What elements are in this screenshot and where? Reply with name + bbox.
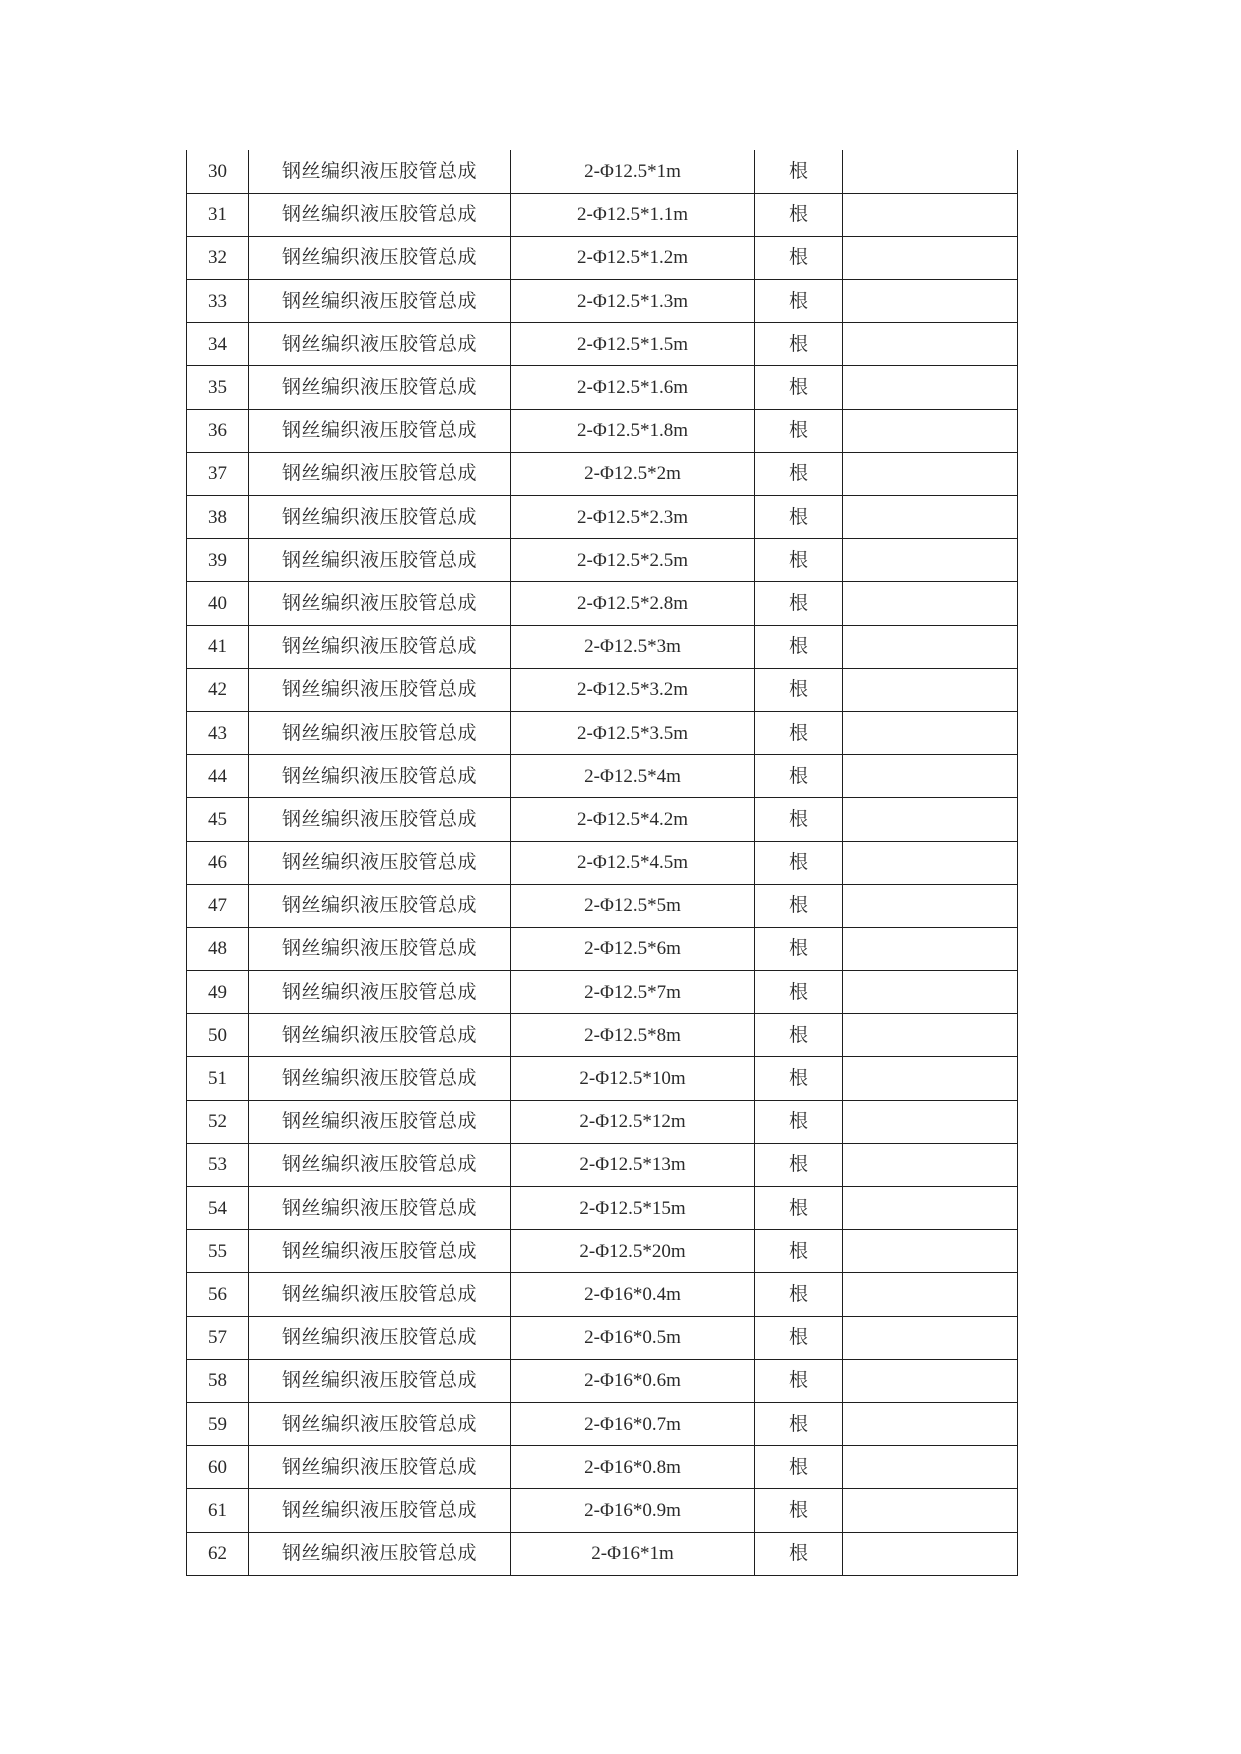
unit-cell: 根 (755, 150, 843, 193)
product-name-cell: 钢丝编织液压胶管总成 (249, 711, 511, 754)
unit-cell: 根 (755, 1532, 843, 1575)
table-row (187, 841, 1018, 884)
specification-cell: 2-Φ12.5*15m (511, 1187, 755, 1230)
table-row (187, 798, 1018, 841)
unit-cell: 根 (755, 927, 843, 970)
table-row (187, 625, 1018, 668)
product-name-cell: 钢丝编织液压胶管总成 (249, 150, 511, 193)
unit-cell: 根 (755, 582, 843, 625)
row-number-cell: 44 (187, 755, 249, 798)
remarks-cell (843, 1057, 1018, 1100)
specification-cell: 2-Φ12.5*7m (511, 971, 755, 1014)
unit-cell: 根 (755, 841, 843, 884)
row-number-cell: 43 (187, 711, 249, 754)
specification-cell: 2-Φ12.5*2.8m (511, 582, 755, 625)
table-row (187, 1187, 1018, 1230)
specification-cell: 2-Φ12.5*2.5m (511, 539, 755, 582)
remarks-cell (843, 927, 1018, 970)
unit-cell: 根 (755, 1143, 843, 1186)
table-row (187, 236, 1018, 279)
product-name-cell: 钢丝编织液压胶管总成 (249, 625, 511, 668)
remarks-cell (843, 323, 1018, 366)
table-row (187, 452, 1018, 495)
remarks-cell (843, 1014, 1018, 1057)
unit-cell: 根 (755, 409, 843, 452)
specification-cell: 2-Φ12.5*4.2m (511, 798, 755, 841)
specification-cell: 2-Φ16*0.4m (511, 1273, 755, 1316)
product-name-cell: 钢丝编织液压胶管总成 (249, 452, 511, 495)
unit-cell: 根 (755, 971, 843, 1014)
specification-cell: 2-Φ12.5*1.5m (511, 323, 755, 366)
table-row (187, 971, 1018, 1014)
table-row (187, 280, 1018, 323)
unit-cell: 根 (755, 496, 843, 539)
table-row (187, 1100, 1018, 1143)
specification-cell: 2-Φ12.5*6m (511, 927, 755, 970)
row-number-cell: 41 (187, 625, 249, 668)
table-row (187, 323, 1018, 366)
parts-table (186, 150, 1018, 1576)
row-number-cell: 33 (187, 280, 249, 323)
product-name-cell: 钢丝编织液压胶管总成 (249, 1143, 511, 1186)
specification-cell: 2-Φ12.5*2.3m (511, 496, 755, 539)
table-row (187, 668, 1018, 711)
row-number-cell: 55 (187, 1230, 249, 1273)
row-number-cell: 46 (187, 841, 249, 884)
unit-cell: 根 (755, 755, 843, 798)
remarks-cell (843, 1489, 1018, 1532)
remarks-cell (843, 582, 1018, 625)
table-row (187, 496, 1018, 539)
table-row (187, 539, 1018, 582)
unit-cell: 根 (755, 1014, 843, 1057)
table-row (187, 1359, 1018, 1402)
row-number-cell: 54 (187, 1187, 249, 1230)
unit-cell: 根 (755, 1316, 843, 1359)
table-row (187, 1014, 1018, 1057)
product-name-cell: 钢丝编织液压胶管总成 (249, 1230, 511, 1273)
product-name-cell: 钢丝编织液压胶管总成 (249, 1359, 511, 1402)
remarks-cell (843, 409, 1018, 452)
unit-cell: 根 (755, 1402, 843, 1445)
specification-cell: 2-Φ12.5*12m (511, 1100, 755, 1143)
unit-cell: 根 (755, 668, 843, 711)
product-name-cell: 钢丝编织液压胶管总成 (249, 798, 511, 841)
table-row (187, 1489, 1018, 1532)
row-number-cell: 50 (187, 1014, 249, 1057)
remarks-cell (843, 798, 1018, 841)
product-name-cell: 钢丝编织液压胶管总成 (249, 236, 511, 279)
remarks-cell (843, 841, 1018, 884)
unit-cell: 根 (755, 236, 843, 279)
specification-cell: 2-Φ12.5*1.6m (511, 366, 755, 409)
table-row (187, 1143, 1018, 1186)
unit-cell: 根 (755, 884, 843, 927)
product-name-cell: 钢丝编织液压胶管总成 (249, 366, 511, 409)
specification-cell: 2-Φ12.5*1.8m (511, 409, 755, 452)
unit-cell: 根 (755, 798, 843, 841)
product-name-cell: 钢丝编织液压胶管总成 (249, 1316, 511, 1359)
specification-cell: 2-Φ12.5*1.3m (511, 280, 755, 323)
remarks-cell (843, 236, 1018, 279)
table-row (187, 1316, 1018, 1359)
specification-cell: 2-Φ12.5*20m (511, 1230, 755, 1273)
row-number-cell: 35 (187, 366, 249, 409)
specification-cell: 2-Φ12.5*1m (511, 150, 755, 193)
remarks-cell (843, 452, 1018, 495)
product-name-cell: 钢丝编织液压胶管总成 (249, 539, 511, 582)
row-number-cell: 59 (187, 1402, 249, 1445)
product-name-cell: 钢丝编织液压胶管总成 (249, 1446, 511, 1489)
row-number-cell: 61 (187, 1489, 249, 1532)
row-number-cell: 62 (187, 1532, 249, 1575)
unit-cell: 根 (755, 625, 843, 668)
row-number-cell: 48 (187, 927, 249, 970)
remarks-cell (843, 1187, 1018, 1230)
table-row (187, 1230, 1018, 1273)
product-name-cell: 钢丝编织液压胶管总成 (249, 496, 511, 539)
specification-cell: 2-Φ12.5*13m (511, 1143, 755, 1186)
row-number-cell: 42 (187, 668, 249, 711)
remarks-cell (843, 1100, 1018, 1143)
unit-cell: 根 (755, 539, 843, 582)
specification-cell: 2-Φ12.5*5m (511, 884, 755, 927)
remarks-cell (843, 193, 1018, 236)
row-number-cell: 39 (187, 539, 249, 582)
remarks-cell (843, 150, 1018, 193)
table-row (187, 711, 1018, 754)
unit-cell: 根 (755, 323, 843, 366)
remarks-cell (843, 971, 1018, 1014)
remarks-cell (843, 1143, 1018, 1186)
row-number-cell: 30 (187, 150, 249, 193)
remarks-cell (843, 884, 1018, 927)
unit-cell: 根 (755, 1489, 843, 1532)
remarks-cell (843, 755, 1018, 798)
remarks-cell (843, 625, 1018, 668)
unit-cell: 根 (755, 1230, 843, 1273)
row-number-cell: 58 (187, 1359, 249, 1402)
specification-cell: 2-Φ16*0.5m (511, 1316, 755, 1359)
specification-cell: 2-Φ12.5*10m (511, 1057, 755, 1100)
row-number-cell: 38 (187, 496, 249, 539)
product-name-cell: 钢丝编织液压胶管总成 (249, 582, 511, 625)
specification-cell: 2-Φ12.5*3.2m (511, 668, 755, 711)
row-number-cell: 57 (187, 1316, 249, 1359)
row-number-cell: 51 (187, 1057, 249, 1100)
row-number-cell: 37 (187, 452, 249, 495)
product-name-cell: 钢丝编织液压胶管总成 (249, 193, 511, 236)
product-name-cell: 钢丝编织液压胶管总成 (249, 409, 511, 452)
row-number-cell: 36 (187, 409, 249, 452)
row-number-cell: 34 (187, 323, 249, 366)
parts-table-body (187, 150, 1018, 1575)
remarks-cell (843, 1532, 1018, 1575)
product-name-cell: 钢丝编织液压胶管总成 (249, 1402, 511, 1445)
unit-cell: 根 (755, 711, 843, 754)
specification-cell: 2-Φ16*1m (511, 1532, 755, 1575)
specification-cell: 2-Φ12.5*3m (511, 625, 755, 668)
row-number-cell: 49 (187, 971, 249, 1014)
specification-cell: 2-Φ12.5*1.2m (511, 236, 755, 279)
table-row (187, 366, 1018, 409)
remarks-cell (843, 1273, 1018, 1316)
remarks-cell (843, 1316, 1018, 1359)
product-name-cell: 钢丝编织液压胶管总成 (249, 841, 511, 884)
specification-cell: 2-Φ12.5*1.1m (511, 193, 755, 236)
specification-cell: 2-Φ12.5*2m (511, 452, 755, 495)
specification-cell: 2-Φ16*0.9m (511, 1489, 755, 1532)
product-name-cell: 钢丝编织液压胶管总成 (249, 668, 511, 711)
specification-cell: 2-Φ12.5*8m (511, 1014, 755, 1057)
table-row (187, 884, 1018, 927)
table-row (187, 927, 1018, 970)
remarks-cell (843, 280, 1018, 323)
row-number-cell: 56 (187, 1273, 249, 1316)
unit-cell: 根 (755, 1273, 843, 1316)
product-name-cell: 钢丝编织液压胶管总成 (249, 1273, 511, 1316)
specification-cell: 2-Φ16*0.6m (511, 1359, 755, 1402)
unit-cell: 根 (755, 366, 843, 409)
unit-cell: 根 (755, 1359, 843, 1402)
unit-cell: 根 (755, 280, 843, 323)
table-row (187, 1532, 1018, 1575)
table-row (187, 409, 1018, 452)
row-number-cell: 32 (187, 236, 249, 279)
remarks-cell (843, 366, 1018, 409)
remarks-cell (843, 1446, 1018, 1489)
remarks-cell (843, 496, 1018, 539)
row-number-cell: 60 (187, 1446, 249, 1489)
row-number-cell: 53 (187, 1143, 249, 1186)
product-name-cell: 钢丝编织液压胶管总成 (249, 280, 511, 323)
table-row (187, 1402, 1018, 1445)
product-name-cell: 钢丝编织液压胶管总成 (249, 1532, 511, 1575)
table-row (187, 755, 1018, 798)
row-number-cell: 40 (187, 582, 249, 625)
unit-cell: 根 (755, 1057, 843, 1100)
product-name-cell: 钢丝编织液压胶管总成 (249, 1187, 511, 1230)
remarks-cell (843, 1359, 1018, 1402)
specification-cell: 2-Φ12.5*4m (511, 755, 755, 798)
product-name-cell: 钢丝编织液压胶管总成 (249, 1489, 511, 1532)
product-name-cell: 钢丝编织液压胶管总成 (249, 1014, 511, 1057)
product-name-cell: 钢丝编织液压胶管总成 (249, 1057, 511, 1100)
row-number-cell: 45 (187, 798, 249, 841)
table-row (187, 1446, 1018, 1489)
table-row (187, 1057, 1018, 1100)
product-name-cell: 钢丝编织液压胶管总成 (249, 971, 511, 1014)
remarks-cell (843, 668, 1018, 711)
unit-cell: 根 (755, 452, 843, 495)
remarks-cell (843, 539, 1018, 582)
remarks-cell (843, 1402, 1018, 1445)
specification-cell: 2-Φ12.5*3.5m (511, 711, 755, 754)
remarks-cell (843, 711, 1018, 754)
product-name-cell: 钢丝编织液压胶管总成 (249, 323, 511, 366)
specification-cell: 2-Φ12.5*4.5m (511, 841, 755, 884)
specification-cell: 2-Φ16*0.8m (511, 1446, 755, 1489)
table-row (187, 150, 1018, 193)
product-name-cell: 钢丝编织液压胶管总成 (249, 755, 511, 798)
row-number-cell: 31 (187, 193, 249, 236)
specification-cell: 2-Φ16*0.7m (511, 1402, 755, 1445)
table-row (187, 193, 1018, 236)
unit-cell: 根 (755, 1100, 843, 1143)
table-row (187, 582, 1018, 625)
unit-cell: 根 (755, 1187, 843, 1230)
product-name-cell: 钢丝编织液压胶管总成 (249, 1100, 511, 1143)
table-row (187, 1273, 1018, 1316)
product-name-cell: 钢丝编织液压胶管总成 (249, 884, 511, 927)
row-number-cell: 47 (187, 884, 249, 927)
remarks-cell (843, 1230, 1018, 1273)
row-number-cell: 52 (187, 1100, 249, 1143)
product-name-cell: 钢丝编织液压胶管总成 (249, 927, 511, 970)
unit-cell: 根 (755, 193, 843, 236)
unit-cell: 根 (755, 1446, 843, 1489)
